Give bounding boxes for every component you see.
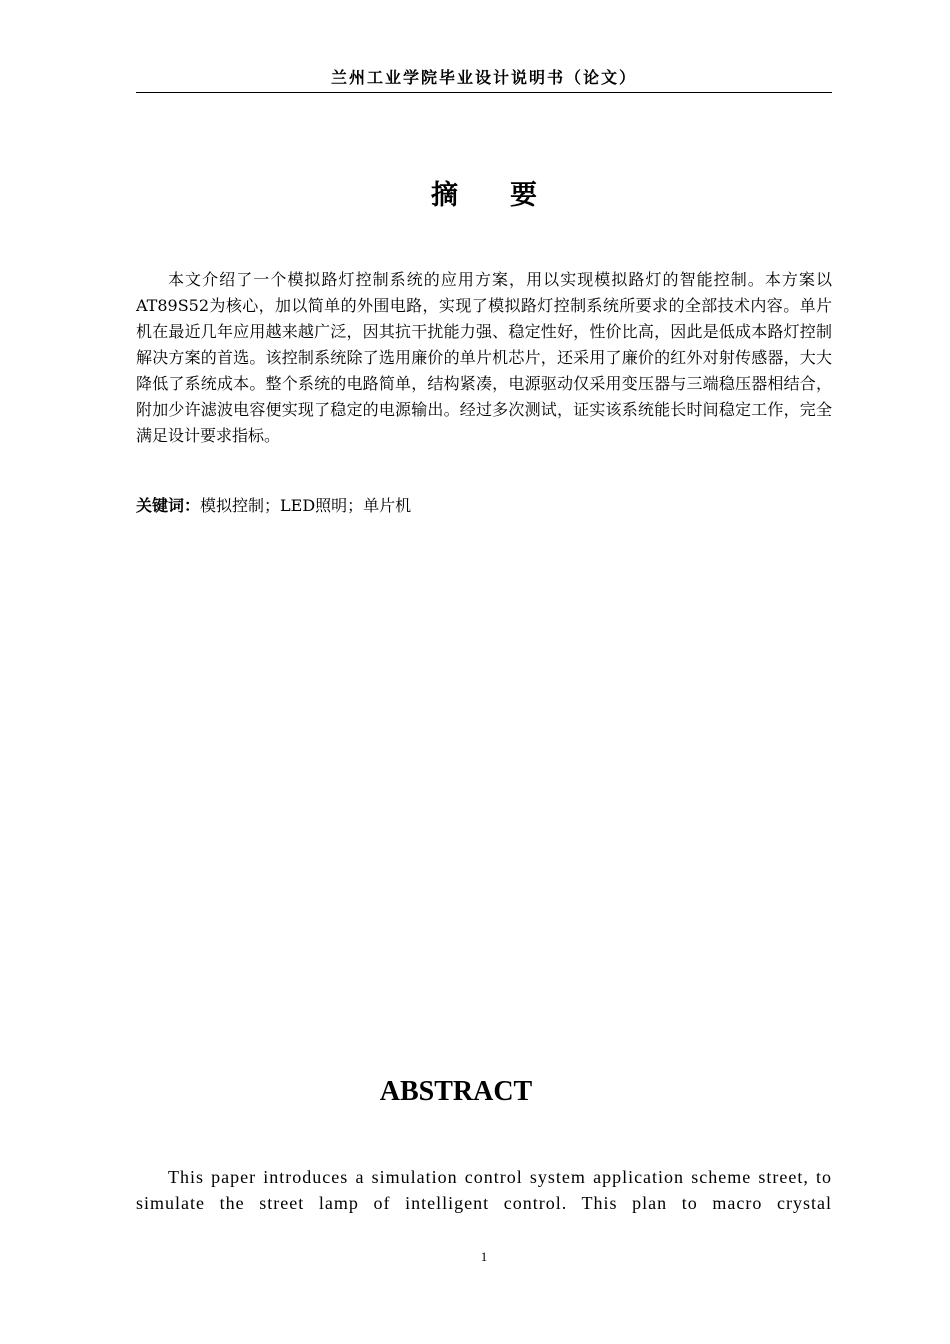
keywords-line — [136, 493, 832, 519]
abstract-cn-title: 摘要 — [431, 180, 589, 211]
abstract-cn-body: 本文介绍了一个模拟路灯控制系统的应用方案，用以实现模拟路灯的智能控制。本方案以AT89S52为核心，加以简单的外围电路，实现了模拟路灯控制系统所要求的全部技术内容。单片机在最近几年应用越来越广泛，因其抗干扰能力强、稳定性好，性价比高，因此是低成本路灯控制解决方案的首选。该控制系统除了选用廉价的单片机芯片，还采用了廉价的红外对射传感器，大大降低了系统成本。整个系统的电路简单，结构紧凑，电源驱动仅采用变压器与三端稳压器相结合，附加少许滤波电容便实现了稳定的电源输出。经过多次测试，证实该系统能长时间稳定工作，完全满足设计要求指标。 — [136, 270, 832, 445]
keywords-text: 模拟控制；LED照明；单片机 — [200, 496, 412, 515]
page-number: 1 — [480, 1249, 488, 1264]
running-header: 兰州工业学院毕业设计说明书（论文） — [330, 68, 637, 87]
header-rule — [136, 92, 832, 93]
abstract-en-title: ABSTRACT — [379, 1076, 533, 1107]
keywords-label: 关键词： — [136, 496, 201, 515]
abstract-en-body: This paper introduces a simulation control system application scheme street, to simulate the street lamp of intelligent control. This plan to macro crystal — [136, 1167, 832, 1213]
